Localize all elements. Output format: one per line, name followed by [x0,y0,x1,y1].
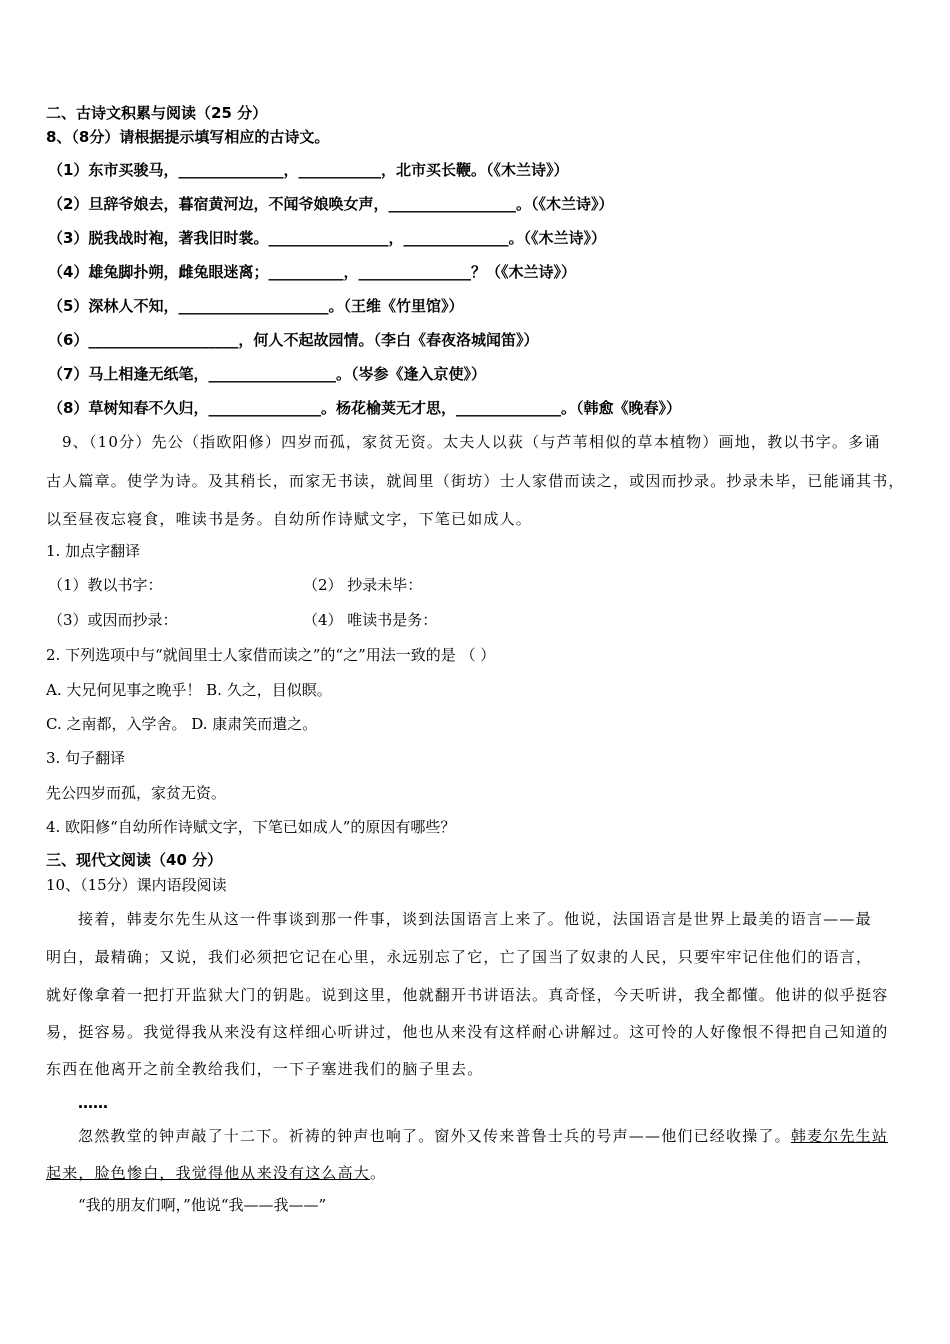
ellipsis: …… [78,1094,108,1112]
q9-sub1-d: （4） 唯读书是务： [303,611,438,629]
q10-para3: “我的朋友们啊，”他说“我——我——” [78,1196,327,1214]
q9-passage-line-3: 以至昼夜忘寝食，唯读书是务。自幼所作诗赋文字，下笔已如成人。 [46,510,533,528]
q9-sub1-a: （1）教以书字： [48,576,163,594]
q8-item-2: （2）旦辞爷娘去，暮宿黄河边，不闻爷娘唤女声，_________________。（《木兰诗》） [48,195,614,213]
q10-para1-line-2: 明白，最精确；又说，我们必须把它记在心里，永远别忘了它，亡了国当了奴隶的人民，只要牢牢记住他们的语言， [46,948,873,966]
q9-sub2-options-cd: C. 之南都，入学舍。 D. 康肃笑而遣之。 [46,715,318,733]
q9-sub1-title: 1. 加点字翻译 [46,542,141,560]
q10-stem: 10、（15分）课内语段阅读 [46,876,227,894]
q9-sub3-title: 3. 句子翻译 [46,749,126,767]
q10-para1-line-3: 就好像拿着一把打开监狱大门的钥匙。说到这里，他就翻开书讲语法。真奇怪，今天听讲，我全都懂。他讲的似乎挺容 [46,986,889,1004]
q8-stem: 8、（8分）请根据提示填写相应的古诗文。 [46,128,330,146]
q8-item-3: （3）脱我战时袍，著我旧时裳。________________，______________。（《木兰诗》） [48,229,606,247]
q10-para2-line-2 [46,1163,386,1183]
q10-para1-line-5: 东西在他离开之前全教给我们，一下子塞进我们的脑子里去。 [46,1060,484,1078]
q9-sub2-options-ab: A. 大兄何见事之晚乎！ B. 久之，目似瞑。 [46,681,332,699]
q10-para1-line-4: 易，挺容易。我觉得我从来没有这样细心听讲过，他也从来没有这样耐心讲解过。这可怜的人好像恨不得把自己知道的 [46,1023,889,1041]
q9-sub4-title: 4. 欧阳修“自幼所作诗赋文字，下笔已如成人”的原因有哪些？ [46,818,456,836]
q8-item-7: （7）马上相逢无纸笔，_________________。（岑参《逢入京使》） [48,365,486,383]
q10-para2-underlined-start: 韩麦尔先生站 [790,1127,889,1145]
q9-passage-line-2: 古人篇章。使学为诗。及其稍长，而家无书读，就闾里（街坊）士人家借而读之，或因而抄录。抄录未毕，已能诵其书， [46,472,905,490]
q10-para1-line-1: 接着，韩麦尔先生从这一件事谈到那一件事，谈到法国语言上来了。他说，法国语言是世界上最美的语言——最 [78,910,872,928]
q10-para2-underlined-end: 起来，脸色惨白，我觉得他从来没有这么高大 [46,1164,371,1182]
q10-para2-text: 忽然教堂的钟声敲了十二下。祈祷的钟声也响了。窗外又传来普鲁士兵的号声——他们已经收操了。 [78,1127,791,1145]
q9-passage-line-1: 9、（10分）先公（指欧阳修）四岁而孤，家贫无资。太夫人以荻（与芦苇相似的草本植物）画地，教以书字。多诵 [62,433,881,451]
q8-item-5: （5）深林人不知，____________________。（王维《竹里馆》） [48,297,464,315]
q9-sub3-sentence: 先公四岁而孤，家贫无资。 [46,784,227,802]
q10-para2-line-1 [78,1126,888,1146]
q8-item-6: （6）____________________，何人不起故园情。（李白《春夜洛城闻笛》） [48,331,539,349]
q8-item-8: （8）草树知春不久归，_______________。杨花榆荚无才思，______________。（韩愈《晚春》） [48,399,681,417]
q9-sub1-c: （3）或因而抄录： [48,611,178,629]
section3-heading: 三、现代文阅读（40 分） [46,851,223,869]
q9-sub1-b: （2） 抄录未毕： [303,576,423,594]
section2-heading: 二、古诗文积累与阅读（25 分） [46,104,268,122]
q8-item-4: （4）雄兔脚扑朔，雌兔眼迷离；__________，_______________？（《木兰诗》） [48,263,576,281]
q8-item-1: （1）东市买骏马，______________，___________，北市买长鞭。（《木兰诗》） [48,161,569,179]
q10-para2-period: 。 [370,1164,387,1182]
q9-sub2-title: 2. 下列选项中与“就闾里士人家借而读之”的“之”用法一致的是 （ ） [46,646,496,664]
